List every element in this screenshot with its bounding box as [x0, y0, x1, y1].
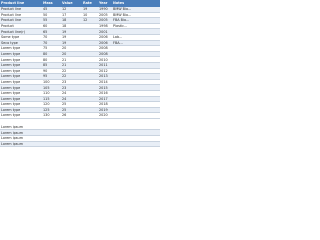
data-table [0, 0, 160, 147]
table-cell: 21 [61, 57, 82, 63]
table-cell: Product line [0, 12, 42, 18]
table-cell: Lorem type [0, 79, 42, 85]
table-cell: 19 [61, 40, 82, 46]
table-cell: 19 [61, 34, 82, 40]
table-cell: 2013 [98, 74, 112, 80]
table-cell: 60 [42, 23, 61, 29]
table-cell: 2017 [98, 96, 112, 102]
table-cell: Lorem ipsum [0, 136, 42, 142]
table-cell: 130 [42, 113, 61, 119]
table-cell: 2008 [98, 51, 112, 57]
table-cell: 26 [61, 113, 82, 119]
table-cell: 80 [42, 51, 61, 57]
table-cell: Lorem type [0, 68, 42, 74]
table-cell: 2005 [98, 18, 112, 24]
table-cell: Lorem type [0, 90, 42, 96]
table-cell: 22 [61, 68, 82, 74]
table-cell [112, 141, 160, 147]
table-cell: 1990 [98, 7, 112, 12]
table-cell: Lorem ipsum [0, 130, 42, 136]
header-cell: Year [98, 0, 112, 7]
table-cell: Lorem ipsum [0, 125, 42, 130]
table-cell: 115 [42, 96, 61, 102]
header-cell: Notes [112, 0, 160, 7]
table-cell: 2001 [98, 29, 112, 35]
table-cell: 105 [42, 85, 61, 91]
table-cell: 2019 [98, 107, 112, 113]
table-cell: 100 [42, 79, 61, 85]
table-cell: 25 [61, 107, 82, 113]
table-cell: Lorem type [0, 107, 42, 113]
table-cell: FBA Bio... [112, 18, 160, 24]
table-cell: 110 [42, 90, 61, 96]
table-cell: Lorem type [0, 57, 42, 63]
table-cell: Product line [0, 7, 42, 12]
table-cell: 2018 [98, 102, 112, 108]
table-cell: 2011 [98, 62, 112, 68]
table-cell: BMW Bio... [112, 12, 160, 18]
table-cell: 2010 [98, 57, 112, 63]
table-cell: 80 [42, 57, 61, 63]
table-cell: 2008 [98, 46, 112, 52]
table-cell: 125 [42, 107, 61, 113]
table-cell [98, 141, 112, 147]
table-cell: 2016 [98, 90, 112, 96]
table-cell: 45 [42, 7, 61, 12]
table-cell: 2020 [98, 113, 112, 119]
table-cell: 18 [61, 18, 82, 24]
table-cell: 2006 [98, 40, 112, 46]
table-cell: Product line(r) [0, 29, 42, 35]
table-cell: 70 [42, 40, 61, 46]
table-cell: Lab... [112, 34, 160, 40]
table-cell: 75 [42, 46, 61, 52]
table-cell: 23 [61, 79, 82, 85]
table-cell: 22 [61, 74, 82, 80]
table-cell: BMW Bio... [112, 7, 160, 12]
table-cell: 25 [61, 102, 82, 108]
table-cell: 18 [61, 23, 82, 29]
table-cell: 2006 [98, 34, 112, 40]
table-cell: 2015 [98, 85, 112, 91]
table-page [0, 0, 160, 145]
header-cell: Rate [82, 0, 98, 7]
table-cell: 2012 [98, 68, 112, 74]
table-body [0, 7, 160, 147]
table-cell: 50 [42, 12, 61, 18]
table-cell: Lorem type [0, 62, 42, 68]
table-cell: 20 [61, 46, 82, 52]
table-cell: 20 [61, 51, 82, 57]
table-cell: 2005 [98, 12, 112, 18]
table-cell: 24 [61, 90, 82, 96]
table-cell: 10 [82, 12, 98, 18]
table-cell: FBA... [112, 40, 160, 46]
header-cell: Mass [42, 0, 61, 7]
header-cell: Value [61, 0, 82, 7]
table-cell [42, 141, 61, 147]
table-row [0, 141, 160, 147]
table-cell: 55 [42, 18, 61, 24]
table-cell: Lorem type [0, 102, 42, 108]
table-cell: 12 [61, 7, 82, 12]
table-cell: 1998 [98, 23, 112, 29]
table-cell: 17 [61, 12, 82, 18]
table-cell: Product line [0, 18, 42, 24]
table-cell: 65 [42, 29, 61, 35]
table-cell: 85 [42, 62, 61, 68]
header-cell: Product line [0, 0, 42, 7]
table-cell [61, 141, 82, 147]
table-cell: Some type [0, 34, 42, 40]
table-cell: Seco type [0, 40, 42, 46]
table-cell: 21 [61, 62, 82, 68]
table-cell: Lorem type [0, 85, 42, 91]
table-cell: Lorem ipsum [0, 141, 42, 147]
table-cell: 2014 [98, 79, 112, 85]
table-cell: 12 [82, 18, 98, 24]
table-cell: Product [0, 23, 42, 29]
header-row [0, 0, 160, 7]
table-cell: 120 [42, 102, 61, 108]
table-cell: 90 [42, 68, 61, 74]
table-cell: Lorem type [0, 113, 42, 119]
table-cell: 23 [61, 85, 82, 91]
table-cell: 19 [82, 7, 98, 12]
table-cell: 19 [61, 29, 82, 35]
table-cell: Lorem type [0, 96, 42, 102]
table-cell: Lorem type [0, 51, 42, 57]
table-cell [82, 141, 98, 147]
table-cell: Lorem type [0, 74, 42, 80]
table-cell: 95 [42, 74, 61, 80]
table-cell: Plastic... [112, 23, 160, 29]
table-cell: Lorem type [0, 46, 42, 52]
table-cell: 24 [61, 96, 82, 102]
table-cell: 70 [42, 34, 61, 40]
